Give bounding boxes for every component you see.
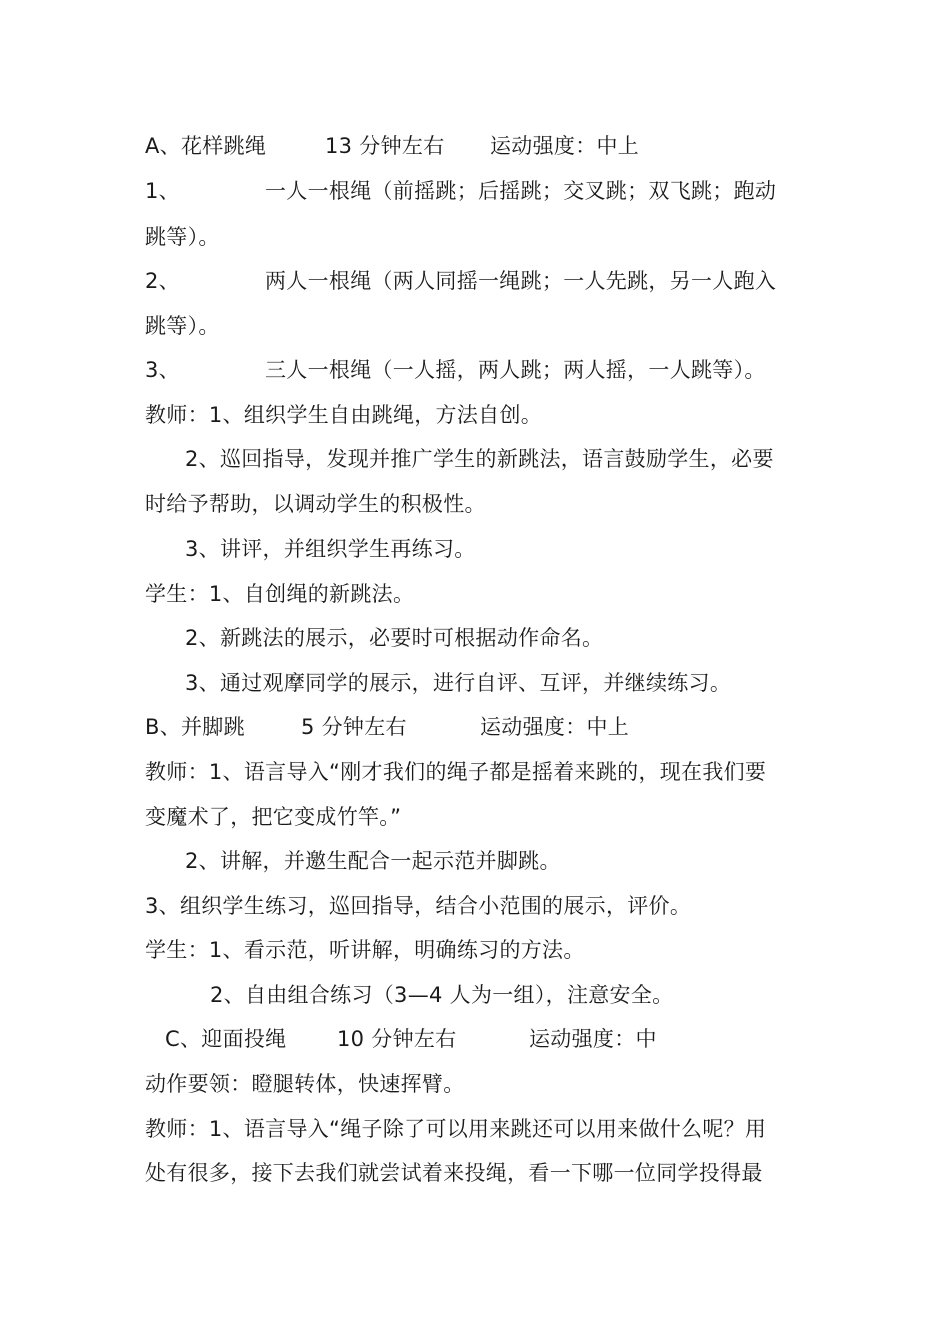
section-c-intensity: 运动强度：中 — [529, 1027, 657, 1051]
a-student-line-3: 3、通过观摩同学的展示，进行自评、互评，并继续练习。 — [185, 671, 732, 695]
a-student-line-2: 2、新跳法的展示，必要时可根据动作命名。 — [185, 626, 604, 650]
item-1-text-cont: 跳等）。 — [145, 225, 220, 249]
b-teacher-line-3: 2、讲解，并邀生配合一起示范并脚跳。 — [185, 849, 561, 873]
a-teacher-line-1: 教师：1、组织学生自由跳绳，方法自创。 — [145, 403, 543, 427]
item-3-number: 3、 — [145, 358, 180, 382]
item-1-text: 一人一根绳（前摇跳；后摇跳；交叉跳；双飞跳；跑动 — [265, 179, 777, 203]
item-1-number: 1、 — [145, 179, 180, 203]
a-student-line-1: 学生：1、自创绳的新跳法。 — [145, 582, 415, 606]
section-b-label: B、并脚跳 — [145, 715, 245, 739]
section-a-intensity: 运动强度：中上 — [490, 134, 640, 158]
c-teacher-line-1: 教师：1、语言导入“绳子除了可以用来跳还可以用来做什么呢？用 — [145, 1117, 767, 1141]
section-a-duration: 13 分钟左右 — [325, 134, 445, 158]
a-teacher-line-4: 3、讲评，并组织学生再练习。 — [185, 537, 476, 561]
b-teacher-line-1: 教师：1、语言导入“刚才我们的绳子都是摇着来跳的，现在我们要 — [145, 760, 767, 784]
b-teacher-line-4: 3、组织学生练习，巡回指导，结合小范围的展示，评价。 — [145, 894, 692, 918]
a-teacher-line-3: 时给予帮助，以调动学生的积极性。 — [145, 492, 486, 516]
c-teacher-line-2: 处有很多，接下去我们就尝试着来投绳，看一下哪一位同学投得最 — [145, 1161, 763, 1185]
section-a-label: A、花样跳绳 — [145, 134, 267, 158]
section-c-label: C、迎面投绳 — [165, 1027, 287, 1051]
section-c-duration: 10 分钟左右 — [337, 1027, 457, 1051]
b-student-line-1: 学生：1、看示范，听讲解，明确练习的方法。 — [145, 938, 585, 962]
section-b-intensity: 运动强度：中上 — [480, 715, 630, 739]
item-3-text: 三人一根绳（一人摇，两人跳；两人摇，一人跳等）。 — [265, 358, 766, 382]
a-teacher-line-2: 2、巡回指导，发现并推广学生的新跳法，语言鼓励学生，必要 — [185, 447, 774, 471]
b-student-line-2: 2、自由组合练习（3—4 人为一组），注意安全。 — [210, 983, 674, 1007]
section-b-duration: 5 分钟左右 — [301, 715, 407, 739]
item-2-text-cont: 跳等）。 — [145, 314, 220, 338]
item-2-number: 2、 — [145, 269, 180, 293]
item-2-text: 两人一根绳（两人同摇一绳跳；一人先跳，另一人跑入 — [265, 269, 777, 293]
c-essentials: 动作要领：瞪腿转体，快速挥臂。 — [145, 1072, 465, 1096]
b-teacher-line-2: 变魔术了，把它变成竹竿。” — [145, 805, 402, 829]
